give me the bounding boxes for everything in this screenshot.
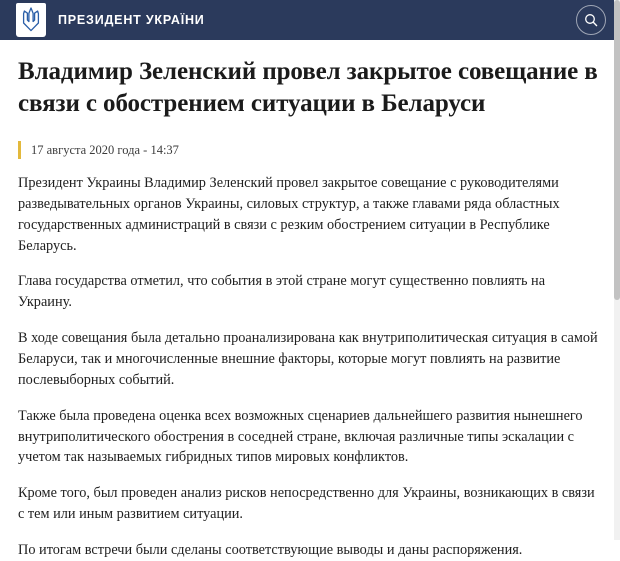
article-body (18, 173, 598, 561)
article-paragraph: По итогам встречи были сделаны соответствующие выводы и даны распоряжения. (18, 542, 523, 559)
search-icon[interactable] (576, 5, 606, 35)
article-paragraph: В ходе совещания была детально проанализирована как внутриполитическая ситуация в самой Беларуси, так и многочисленные внешние факторы, которые могут повлиять на развитие послевыборных событий. (18, 330, 598, 388)
ukraine-coat-of-arms-icon (16, 3, 46, 37)
publish-date (18, 141, 598, 159)
article-paragraph: Президент Украины Владимир Зеленский провел закрытое совещание с руководителями разведывательных органов Украины, силовых структур, а также главами ряда областных государственных администраций в связи с резким обострением ситуации в Республике Беларусь. (18, 175, 560, 254)
accent-bar (18, 141, 21, 159)
article-paragraph: Также была проведена оценка всех возможных сценариев дальнейшего развития нынешнего внутриполитического обострения в соседней стране, включая различные типы эскалации с учетом так называемых гибридных типов мировых конфликтов. (18, 407, 583, 466)
article-paragraph: Глава государства отметил, что события в этой стране могут существенно повлиять на Украину. (18, 273, 546, 311)
article-container (0, 40, 620, 561)
site-title: ПРЕЗИДЕНТ УКРАЇНИ (58, 13, 205, 27)
page-scrollbar-thumb[interactable] (614, 0, 620, 300)
site-header (0, 0, 620, 40)
article-paragraph: Кроме того, был проведен анализ рисков непосредственно для Украины, возникающих в связи с тем или иным развитием ситуации. (18, 485, 595, 523)
page-scrollbar-track[interactable] (614, 0, 620, 540)
publish-date-text: 17 августа 2020 года - 14:37 (31, 143, 179, 157)
page-title: Владимир Зеленский провел закрытое совещание в связи с обострением ситуации в Беларуси (18, 58, 598, 117)
